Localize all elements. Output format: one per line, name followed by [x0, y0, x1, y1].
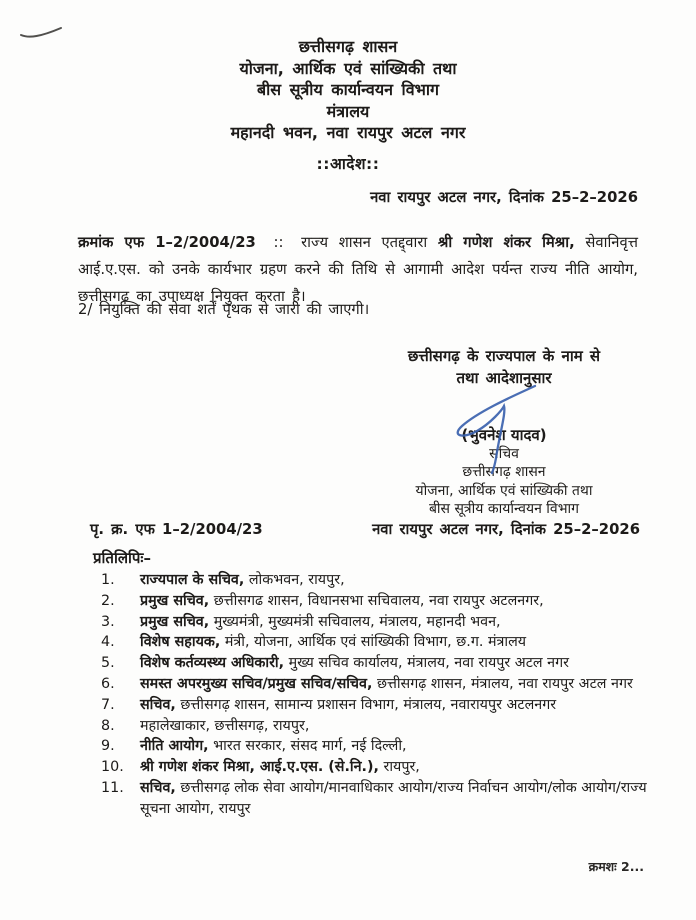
item-number: 4.: [101, 634, 115, 651]
item-title: सचिव,: [140, 696, 176, 713]
item-number: 5.: [101, 655, 115, 672]
item-title: नीति आयोग,: [140, 738, 209, 755]
signatory-org-3: बीस सूत्रीय कार्यान्वयन विभाग: [428, 501, 580, 517]
list-item: [101, 632, 647, 653]
item-number: 9.: [101, 738, 115, 755]
item-text: [140, 632, 647, 653]
letterhead-address: महानदी भवन, नवा रायपुर अटल नगर: [230, 123, 466, 142]
item-number: 10.: [101, 759, 124, 776]
item-number: 2.: [101, 592, 115, 609]
item-detail: मुख्यमंत्री, मुख्यमंत्री सचिवालय, मंत्रालय, महानदी भवन,: [209, 613, 501, 630]
item-detail: भारत सरकार, संसद मार्ग, नई दिल्ली,: [208, 738, 407, 755]
signoff-authority-line-2: तथा आदेशानुसार: [456, 368, 552, 387]
list-item: [101, 570, 647, 591]
signoff-authority-line-1: छत्तीसगढ़ के राज्यपाल के नाम से: [407, 347, 601, 365]
signoff-block: [352, 346, 656, 519]
item-detail: मुख्य सचिव कार्यालय, मंत्रालय, नवा रायपुर अटल नगर: [284, 655, 569, 672]
item-detail: छत्तीसगढ़ शासन, सामान्य प्रशासन विभाग, मंत्रालय, नवारायपुर अटलनगर: [175, 696, 557, 713]
item-title: विशेष सहायक,: [140, 634, 221, 651]
item-detail: लोकभवन, रायपुर,: [244, 572, 345, 588]
list-item: [101, 612, 647, 633]
item-title: प्रमुख सचिव,: [140, 613, 210, 630]
clause-2: 2/ नियुक्ति की सेवा शर्तें पृथक से जारी की जाएगी।: [78, 301, 370, 318]
place-date-line: नवा रायपुर अटल नगर, दिनांक 25–2–2026: [370, 189, 638, 206]
item-detail: महालेखाकार, छत्तीसगढ़, रायपुर,: [140, 717, 310, 734]
item-number: 8.: [101, 717, 115, 734]
separator: ::: [273, 233, 284, 251]
item-title: समस्त अपरमुख्य सचिव/प्रमुख सचिव/सचिव,: [140, 675, 373, 692]
item-title: श्री गणेश शंकर मिश्रा, आई.ए.एस. (से.नि.),: [140, 759, 379, 776]
pen-mark-icon: [19, 24, 65, 40]
letterhead: [70, 36, 626, 144]
signatory-org-2: योजना, आर्थिक एवं सांख्यिकी तथा: [415, 482, 593, 499]
endorsement-number: पृ. क्र. एफ 1–2/2004/23: [90, 521, 263, 538]
signatory-designation: सचिव: [489, 446, 519, 462]
case-number: क्रमांक एफ 1–2/2004/23: [78, 233, 256, 251]
letterhead-department-1: योजना, आर्थिक एवं सांख्यिकी तथा: [239, 58, 457, 78]
list-item: [101, 716, 647, 737]
item-text: [140, 736, 647, 757]
order-body-text: सेवानिवृत्त आई.ए.एस. को उनके कार्यभार ग्रहण करने की तिथि से आगामी आदेश पर्यन्त राज्य नीति आयोग, छत्तीसगढ़ का उपाध्यक्ष नियुक्त करता है।: [78, 233, 638, 305]
order-heading: ::आदेश::: [316, 155, 380, 173]
item-title: विशेष कर्तव्यस्थ्य अधिकारी,: [140, 655, 285, 672]
item-number: 11.: [101, 779, 124, 796]
letterhead-department-2: बीस सूत्रीय कार्यान्वयन विभाग: [256, 80, 439, 99]
endorsement-place-date: नवा रायपुर अटल नगर, दिनांक 25–2–2026: [372, 521, 640, 538]
item-number: 3.: [101, 613, 115, 630]
list-item: [101, 736, 647, 757]
item-number: 7.: [101, 696, 115, 713]
item-title: प्रमुख सचिव,: [140, 592, 210, 609]
item-detail: छत्तीसगढ़ लोक सेवा आयोग/मानवाधिकार आयोग/राज्य निर्वाचन आयोग/लोक आयोग/राज्य सूचना आयोग, रायपुर: [140, 779, 647, 817]
item-detail: रायपुर,: [378, 759, 420, 776]
copy-list: [101, 570, 647, 820]
page-continuation: क्रमशः 2...: [588, 859, 644, 874]
item-text: [140, 695, 647, 716]
item-text: [140, 570, 647, 591]
item-text: [140, 653, 647, 674]
list-item: [101, 591, 647, 612]
list-item: [101, 757, 647, 778]
item-text: [140, 778, 647, 820]
item-text: [140, 591, 647, 612]
item-detail: छत्तीसगढ शासन, विधानसभा सचिवालय, नवा रायपुर अटलनगर,: [209, 592, 544, 609]
item-number: 6.: [101, 675, 115, 692]
order-paragraph: [78, 229, 638, 310]
copies-heading: प्रतिलिपिः–: [93, 549, 151, 567]
item-text: [140, 716, 647, 737]
letterhead-government: छत्तीसगढ़ शासन: [298, 37, 398, 56]
signatory-name: (भुवनेश यादव): [461, 426, 547, 444]
item-text: [140, 757, 647, 778]
endorsement-row: [90, 519, 640, 539]
list-item: [101, 695, 647, 716]
letterhead-ministry: मंत्रालय: [326, 101, 370, 121]
item-title: राज्यपाल के सचिव,: [140, 572, 245, 588]
signatory-org-1: छत्तीसगढ़ शासन: [462, 464, 546, 480]
item-detail: मंत्री, योजना, आर्थिक एवं सांख्यिकी विभाग, छ.ग. मंत्रालय: [220, 634, 527, 651]
item-number: 1.: [101, 572, 115, 588]
item-text: [140, 612, 647, 633]
item-detail: छत्तीसगढ़ शासन, मंत्रालय, नवा रायपुर अटल नगर: [372, 675, 633, 692]
order-lead-text: राज्य शासन एतद्द्वारा: [301, 233, 428, 251]
list-item: [101, 674, 647, 695]
item-title: सचिव,: [140, 779, 176, 796]
list-item: [101, 778, 647, 820]
appointee-name: श्री गणेश शंकर मिश्रा,: [437, 233, 575, 251]
item-text: [140, 674, 647, 695]
list-item: [101, 653, 647, 674]
